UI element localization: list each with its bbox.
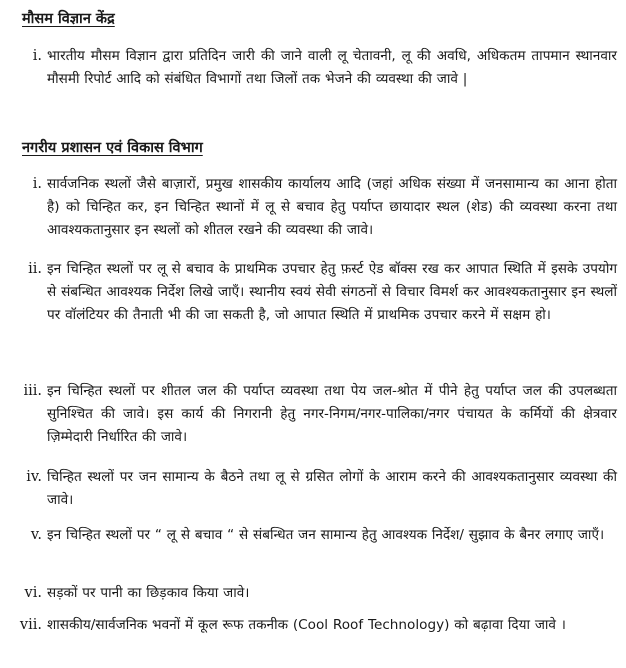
item-number: iv. [26,469,42,485]
item-text: शासकीय/सार्वजनिक भवनों में कूल रूफ तकनीक (Cool Roof Technology) को बढ़ावा दिया जावे । [47,617,566,633]
section-heading-urban-administration: नगरीय प्रशासन एवं विकास विभाग [22,140,203,156]
item-number: ii. [28,261,42,277]
item-text: इन चिन्हित स्थलों पर लू से बचाव के प्राथमिक उपचार हेतु फ़र्स्ट ऐड बॉक्स रख कर आपात स्थिति में इसके उपयोग से संबन्धित आवश्यक निर्देश लिखे जाएँ। स्थानीय स्वयं सेवी संगठनों से विचार विमर्श कर आवश्यकतानुसार इन स्थलों पर वॉलंटियर की तैनाती भी की जा सकती है, जो आपात स्थिति में प्राथमिक उपचार करने में सक्षम हो। [47,261,617,323]
item-number: i. [32,176,42,192]
item-text: भारतीय मौसम विज्ञान द्वारा प्रतिदिन जारी की जाने वाली लू चेतावनी, लू की अवधि, अधिकतम तापमान स्थानवार मौसमी रिपोर्ट आदि को संबंधित विभागों तथा जिलों तक भेजने की व्यवस्था की जावे | [47,48,617,87]
item-text: चिन्हित स्थलों पर जन सामान्य के बैठने तथा लू से ग्रसित लोगों के आराम करने की आवश्यकतानुसार व्यवस्था की जावे। [47,469,617,508]
section-heading-meteorology: मौसम विज्ञान केंद्र [22,11,115,27]
item-text: सड़कों पर पानी का छिड़काव किया जावे। [47,585,250,601]
item-number: iii. [23,383,42,399]
item-text: सार्वजनिक स्थलों जैसे बाज़ारों, प्रमुख शासकीय कार्यालय आदि (जहां अधिक संख्या में जनसामान्य का आना होता है) को चिन्हित कर, इन चिन्हित स्थानों में लू से बचाव हेतु पर्याप्त छायादार स्थल (शेड) की व्यवस्था करना तथा आवश्यकतानुसार इन स्थलों को शीतल रखने की व्यवस्था की जावे। [47,176,617,238]
item-text: इन चिन्हित स्थलों पर शीतल जल की पर्याप्त व्यवस्था तथा पेय जल-श्रोत में पीने हेतु पर्याप्त जल की उपलब्धता सुनिश्चित की जावे। इस कार्य की निगरानी हेतु नगर-निगम/नगर-पालिका/नगर पंचायत के कर्मियों की क्षेत्रवार ज़िम्मेदारी निर्धारित की जावे। [47,383,617,445]
item-number: i. [32,48,42,64]
item-text: इन चिन्हित स्थलों पर “ लू से बचाव “ से संबन्धित जन सामान्य हेतु आवश्यक निर्देश/ सुझाव के बैनर लगाए जाएँ। [47,527,605,543]
item-number: vi. [24,585,42,601]
item-number: v. [30,527,42,543]
item-number: vii. [19,617,42,633]
